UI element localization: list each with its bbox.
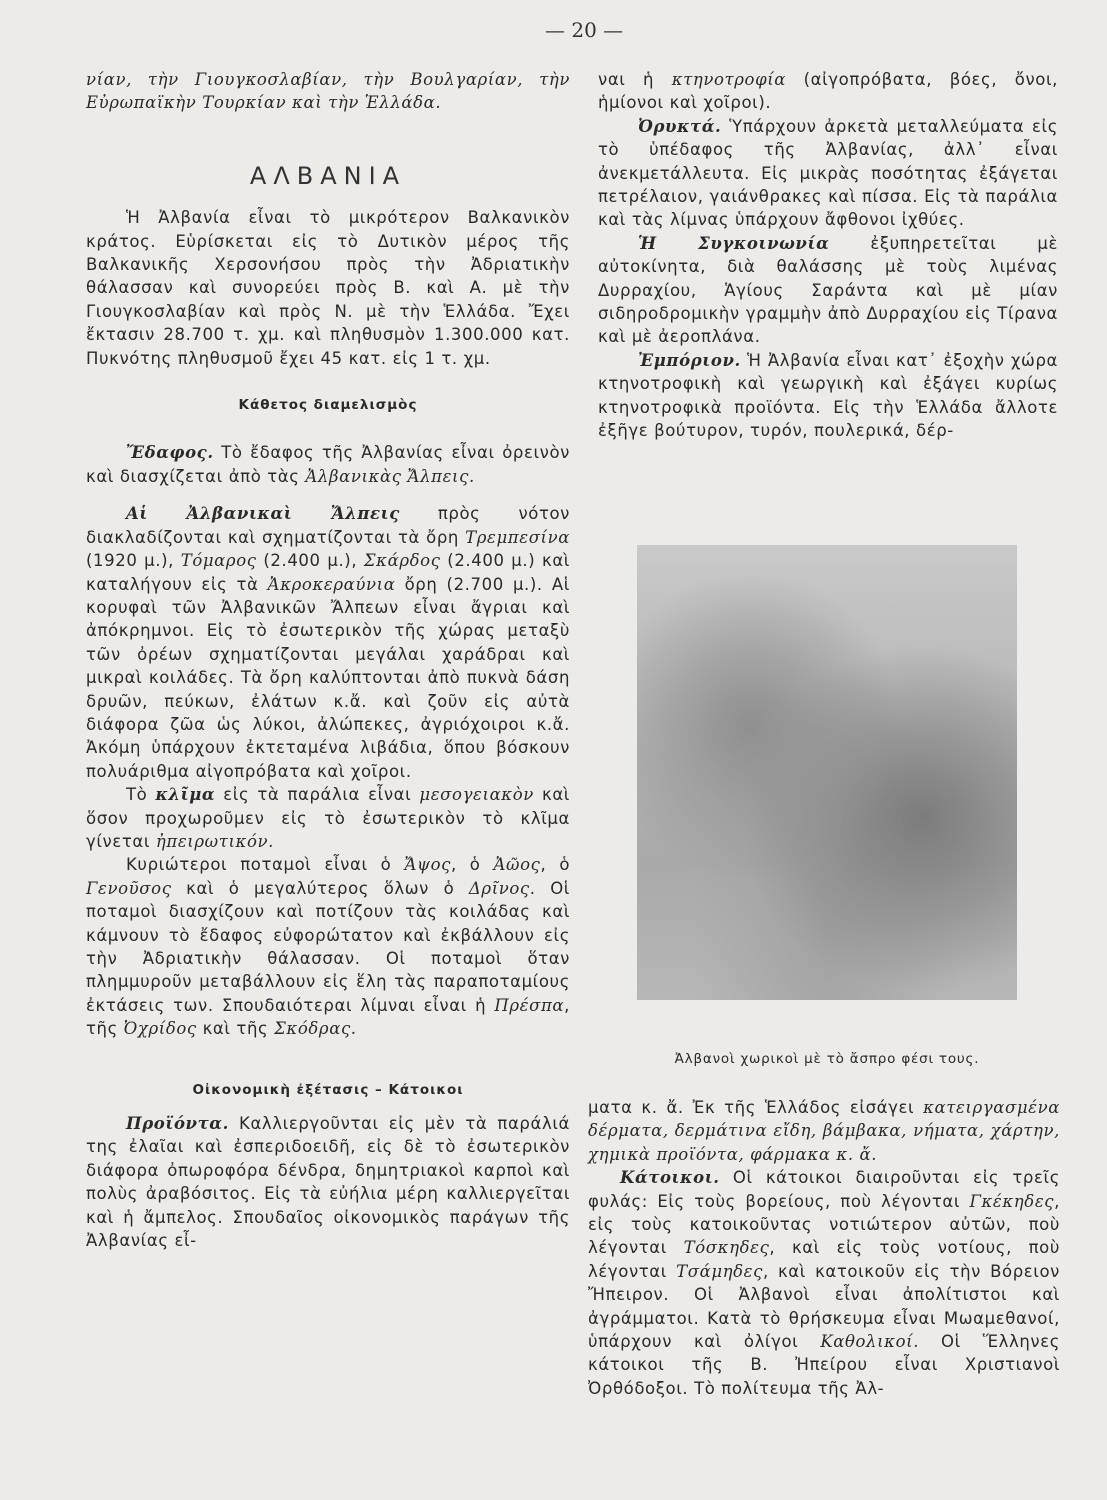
page-number: — 20 —	[545, 18, 624, 42]
subheading-relief: Κάθετος διαμελισμὸς	[238, 397, 418, 414]
inhabitants-paragraph: Κάτοικοι. Οἱ κάτοικοι διαιροῦνται εἰς τρεῖς φυλάς: Εἰς τοὺς βορείους, ποὺ λέγονται Γκέκηδες, εἰς τοὺς κατοικοῦντας νοτιώτερον αὐτῶν, ποὺ λέγονται Τόσκηδες, καὶ εἰς τοὺς νοτίους, ποὺ λέγονται Τσάμηδες, καὶ κατοικοῦν εἰς τὴν Βόρειον Ἤπειρον. Οἱ Ἀλβανοὶ εἶναι ἀπολίτιστοι καὶ ἀγράμματοι. Κατὰ τὸ θρήσκευμα εἶναι Μωαμεθανοί, ὑπάρχουν καὶ ὀλίγοι Καθολικοί. Οἱ Ἕλληνες κάτοικοι τῆς Β. Ἠπείρου εἶναι Χριστιανοὶ Ὀρθόδοξοι. Τὸ πολίτευμα τῆς Ἀλ-	[588, 1168, 1061, 1398]
rivers-paragraph: Κυριώτεροι ποταμοὶ εἶναι ὁ Ἄψος, ὁ Ἀῶος, ὁ Γενοῦσος καὶ ὁ μεγαλύτερος ὅλων ὁ Δρῖνος. Οἱ ποταμοὶ διασχίζουν καὶ ποτίζουν τὰς κοιλάδας καὶ κάμνουν τὸ ἔδαφος εὐφορώτατον καὶ ἐκβάλλουν εἰς τὴν Ἀδριατικὴν θάλασσαν. Οἱ ποταμοὶ ὅταν πλημμυροῦν μεταβάλλουν εἰς ἕλη τὰς παραποταμίους ἐκτάσεις των. Σπουδαιότεραι λίμναι εἶναι ἡ Πρέσπα, τῆς Ὀχρίδος καὶ τῆς Σκόδρας.	[86, 855, 571, 1039]
products-paragraph: Προϊόντα. Καλλιεργοῦνται εἰς μὲν τὰ παράλιά της ἐλαῖαι καὶ ἐσπεριδοειδῆ, εἰς δὲ τὸ ἐσωτερικὸν διάφορα ὀπωροφόρα δένδρα, δημητριακοὶ καρποὶ καὶ πολὺς ἀραβόσιτος. Εἰς τὰ εὐήλια μέρη καλλιεργεῖται καὶ ἡ ἄμπελος. Σπουδαῖος οἰκονομικὸς παράγων τῆς Ἀλβανίας εἶ-	[86, 1114, 570, 1251]
mountains-paragraph: Αἱ Ἀλβανικαὶ Ἄλπεις πρὸς νότον διακλαδίζονται καὶ σχηματίζονται τὰ ὄρη Τρεμπεσίνα (1920 μ.), Τόμαρος (2.400 μ.), Σκάρδος (2.400 μ.) καὶ καταλήγουν εἰς τὰ Ἀκροκεραύνια ὄρη (2.700 μ.). Αἱ κορυφαὶ τῶν Ἀλβανικῶν Ἄλπεων εἶναι ἄγριαι καὶ ἀπόκρημνοι. Εἰς τὸ ἐσωτερικὸν τῆς χώρας μεταξὺ τῶν ὀρέων σχηματίζονται μεγάλαι χαράδραι καὶ μικραὶ κοιλάδες. Τὰ ὄρη καλύπτονται ἀπὸ πυκνὰ δάση δρυῶν, πεύκων, ἐλάτων κ.ἄ. καὶ ζοῦν εἰς αὐτὰ διάφορα ζῶα ὡς λύκοι, ἀλώπεκες, ἀγριόχοιροι κ.ἄ. Ἀκόμη ὑπάρχουν ἐκτεταμένα λιβάδια, ὅπου βόσκουν πολυάριθμα αἰγοπρόβατα καὶ χοῖροι.	[86, 504, 570, 781]
intro-paragraph: νίαν, τὴν Γιουγκοσλαβίαν, τὴν Βουλγαρίαν, τὴν Εὐρωπαϊκὴν Τουρκίαν καὶ τὴν Ἑλλάδα.	[86, 70, 570, 113]
left-column	[86, 68, 570, 1252]
minerals-paragraph: Ὀρυκτά. Ὑπάρχουν ἀρκετὰ μεταλλεύματα εἰς τὸ ὑπέδαφος τῆς Ἀλβανίας, ἀλλ᾽ εἶναι ἀνεκμετάλλευτα. Εἰς μικρὰς ποσότητας ἐξάγεται πετρέλαιον, γαιάνθρακες καὶ πίσσα. Εἰς τὰ παράλια καὶ τὰς λίμνας ὑπάρχουν ἄφθονοι ἰχθύες.	[598, 116, 1058, 230]
terrain-paragraph: Ἔδαφος. Τὸ ἔδαφος τῆς Ἀλβανίας εἶναι ὀρεινὸν καὶ διασχίζεται ἀπὸ τὰς Ἀλβανικὰς Ἄλπεις.	[86, 443, 570, 486]
right-column-bottom	[588, 1096, 1060, 1400]
subheading-economy: Οἰκονομικὴ ἐξέτασις – Κάτοικοι	[192, 1081, 464, 1098]
livestock-paragraph: ναι ἡ κτηνοτροφία (αἰγοπρόβατα, βόες, ὄνοι, ἡμίονοι καὶ χοῖροι).	[598, 70, 1058, 113]
right-column	[598, 68, 1058, 443]
section-title: ΑΛΒΑΝΙΑ	[249, 161, 407, 190]
photo-caption: Ἀλβανοὶ χωρικοὶ μὲ τὸ ἄσπρο φέσι τους.	[674, 1051, 980, 1067]
overview-paragraph: Ἡ Ἀλβανία εἶναι τὸ μικρότερον Βαλκανικὸν κράτος. Εὑρίσκεται εἰς τὸ Δυτικὸν μέρος τῆς Βαλκανικῆς Χερσονήσου πρὸς τὴν Ἀδριατικὴν θάλασσαν καὶ συνορεύει πρὸς Β. καὶ Α. μὲ τὴν Γιουγκοσλαβίαν καὶ πρὸς Ν. μὲ τὴν Ἑλλάδα. Ἔχει ἔκτασιν 28.700 τ. χμ. καὶ πληθυσμὸν 1.300.000 κατ. Πυκνότης πληθυσμοῦ ἔχει 45 κατ. εἰς 1 τ. χμ.	[86, 208, 570, 368]
trade-paragraph: Ἐμπόριον. Ἡ Ἀλβανία εἶναι κατ᾽ ἐξοχὴν χώρα κτηνοτροφικὴ καὶ γεωργικὴ καὶ ἐξάγει κυρίως κτηνοτροφικὰ προϊόντα. Εἰς τὴν Ἑλλάδα ἄλλοτε ἐξῆγε βούτυρον, τυρόν, πουλερικά, δέρ-	[598, 350, 1058, 441]
photo-albanian-villagers	[637, 545, 1017, 1000]
climate-paragraph: Τὸ κλῖμα εἰς τὰ παράλια εἶναι μεσογειακὸν καὶ ὅσον προχωροῦμεν εἰς τὸ ἐσωτερικὸν τὸ κλῖμα γίνεται ἠπειρωτικόν.	[86, 785, 570, 851]
transport-paragraph: Ἡ Συγκοινωνία ἐξυπηρετεῖται μὲ αὐτοκίνητα, διὰ θαλάσσης μὲ τοὺς λιμένας Δυρραχίου, Ἁγίους Σαράντα καὶ μὲ μίαν σιδηροδρομικὴν γραμμὴν ἀπὸ Δυρραχίου εἰς Τίρανα καὶ μὲ ἀεροπλάνα.	[598, 233, 1058, 347]
imports-paragraph: ματα κ. ἄ. Ἐκ τῆς Ἑλλάδος εἰσάγει κατειργασμένα δέρματα, δερμάτινα εἴδη, βάμβακα, νήματα, χάρτην, χημικὰ προϊόντα, φάρμακα κ. ἄ.	[588, 1098, 1060, 1164]
